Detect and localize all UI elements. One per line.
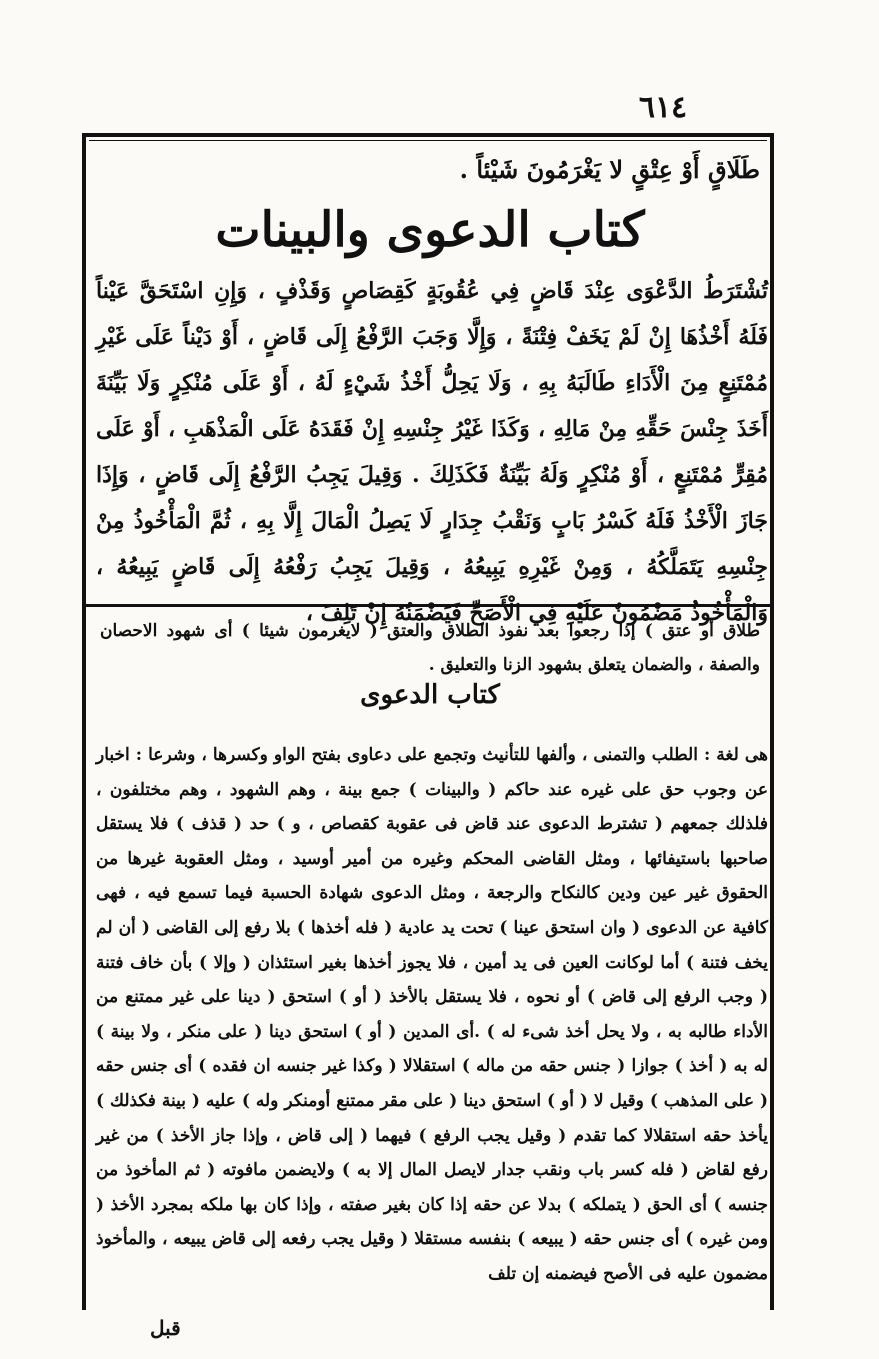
catchword: قبل (150, 1316, 181, 1340)
matn-paragraph: تُشْتَرَطُ الدَّعْوَى عِنْدَ قَاضٍ فِي عُقُوبَةٍ كَقِصَاصٍ وَقَذْفٍ ، وَإِنِ اسْتَحَقَّ عَيْناً فَلَهُ أَخْذُهَا إِنْ لَمْ يَخَفْ فِتْنَةً ، وَإِلَّا وَجَبَ الرَّفْعُ إِلَى قَاضٍ ، أَوْ دَيْناً عَلَى غَيْرِ مُمْتَنِعٍ مِنَ الْأَدَاءِ طَالَبَهُ بِهِ ، وَلَا يَحِلُّ أَخْذُ شَيْءٍ لَهُ ، أَوْ عَلَى مُنْكِرٍ وَلَا بَيِّنَةَ أَخَذَ جِنْسَ حَقِّهِ مِنْ مَالِهِ ، وَكَذَا غَيْرُ جِنْسِهِ إِنْ فَقَدَهُ عَلَى الْمَذْهَبِ ، أَوْ عَلَى مُقِرٍّ مُمْتَنِعٍ ، أَوْ مُنْكِرٍ وَلَهُ بَيِّنَةٌ فَكَذَلِكَ . وَقِيلَ يَجِبُ الرَّفْعُ إِلَى قَاضٍ ، وَإِذَا جَازَ الْأَخْذُ فَلَهُ كَسْرُ بَابٍ وَنَقْبُ جِدَارٍ لَا يَصِلُ الْمَالَ إِلَّا بِهِ ، ثُمَّ الْمَأْخُوذُ مِنْ جِنْسِهِ يَتَمَلَّكُهُ ، وَمِنْ غَيْرِهِ يَبِيعُهُ ، وَقِيلَ يَجِبُ رَفْعُهُ إِلَى قَاضٍ يَبِيعُهُ ، وَالْمَأْخُوذُ مَضْمُونٌ عَلَيْهِ فِي الْأَصَحِّ فَيَضْمَنُهُ إِنْ تَلِفَ ، (96, 278, 768, 626)
commentary-intro (100, 614, 760, 682)
book-title: كتاب الدعوى والبينات (215, 202, 645, 258)
commentary-text (96, 738, 768, 1292)
commentary-paragraph: هى لغة : الطلب والتمنى ، وألفها للتأنيث وتجمع على دعاوى بفتح الواو وكسرها ، وشرعا : اخبار عن وجوب حق على غيره عند حاكم ( والبينات ) جمع بينة ، وهم الشهود ، وهم مختلفون ، فلذلك جمعهم ( تشترط الدعوى عند قاض فى عقوبة كقصاص ، و ) حد ( قذف ) فلا يستقل صاحبها باستيفائها ، ومثل القاضى المحكم وغيره من أمير أوسيد ، ومثل العقوبة غيرها من الحقوق غير عين ودين كالنكاح والرجعة ، ومثل الدعوى شهادة الحسبة فيما تسمع فيه ، فهى كافية عن الدعوى ( وان استحق عينا ) تحت يد عادية ( فله أخذها ) بلا رفع إلى القاضى ( أن لم يخف فتنة ) أما لوكانت العين فى يد أمين ، فلا يجوز أخذها بغير استئذان ( وإلا ) بأن خاف فتنة ( وجب الرفع إلى قاض ) أو نحوه ، فلا يستقل بالأخذ ( أو ) استحق ( دينا على غير ممتنع من الأداء طالبه به ، ولا يحل أخذ شىء له ) .أى المدين ( أو ) استحق دينا ( على منكر ، ولا بينة ) له به ( أخذ ) جوازا ( جنس حقه من ماله ) استقلالا ( وكذا غير جنسه ان فقده ) أى جنس حقه ( على المذهب ) وقيل لا ( أو ) استحق دينا ( على مقر ممتنع أومنكر وله ) عليه ( بينة فكذلك ) يأخذ حقه استقلالا كما تقدم ( وقيل يجب الرفع ) فيهما ( إلى قاض ، وإذا جاز الأخذ ) من غير رفع لقاض ( فله كسر باب ونقب جدار لايصل المال إلا به ) ولايضمن مافوته ( ثم المأخوذ من جنسه ) أى الحق ( يتملكه ) بدلا عن حقه إذا كان بغير صفته ، وإذا كان بها ملكه بمجرد الأخذ ( ومن غيره ) أى جنس حقه ( يبيعه ) بنفسه مستقلا ( وقيل يجب رفعه إلى قاض يبيعه ، والمأخوذ مضمون عليه فى الأصح فيضمنه إن تلف (96, 745, 768, 1284)
commentary-title: كتاب الدعوى (360, 680, 500, 710)
commentary-intro-paragraph: طلاق أو عتق ) إذا رجعوا بعد نفوذ الطلاق والعتق ( لايغرمون شيئا ) أى شهود الاحصان والصفة ، والضمان يتعلق بشهود الزنا والتعليق . (100, 621, 760, 675)
intro-line: طَلَاقٍ أَوْ عِتْقٍ لا يَغْرَمُونَ شَيْئاً . (459, 155, 760, 184)
matn-text (96, 268, 768, 636)
page-number: ٦١٤ (638, 90, 688, 125)
